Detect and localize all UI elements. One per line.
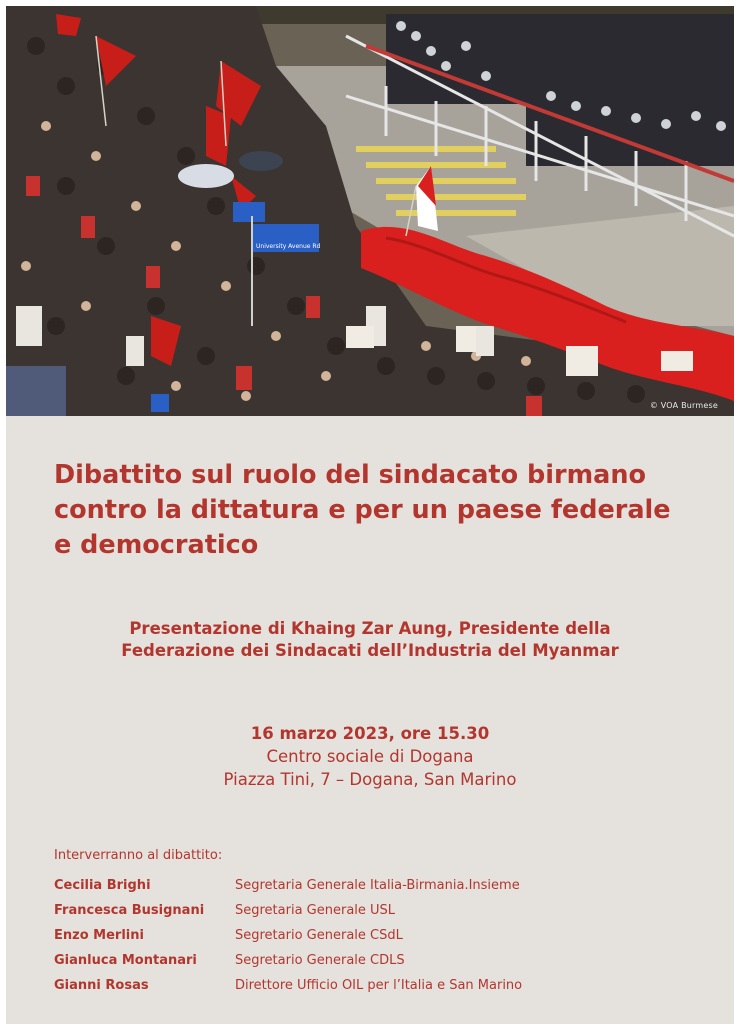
event-venue: Centro sociale di Dogana — [266, 747, 474, 766]
speaker-role: Direttore Ufficio OIL per l’Italia e San Marino — [235, 978, 523, 993]
speaker-role: Segretario Generale CDLS — [235, 953, 405, 968]
speakers-intro: Interverranno al dibattito: — [54, 848, 223, 863]
subtitle-line-1: Presentazione di Khaing Zar Aung, Presidente della — [129, 619, 611, 638]
speaker-row — [54, 898, 694, 923]
speaker-name: Gianni Rosas — [54, 978, 149, 993]
protest-photo-illustration — [6, 6, 734, 416]
event-date: 16 marzo 2023, ore 15.30 — [250, 724, 490, 743]
speaker-row — [54, 923, 694, 948]
event-details — [66, 722, 674, 791]
photo-credit: © VOA Burmese — [649, 401, 718, 410]
speaker-row — [54, 973, 694, 998]
speaker-name: Cecilia Brighi — [54, 878, 151, 893]
poster — [6, 6, 734, 1024]
street-sign-text: University Avenue Rd — [256, 243, 321, 250]
speaker-row — [54, 948, 694, 973]
speaker-role: Segretaria Generale Italia-Birmania.Insieme — [235, 878, 520, 893]
speaker-row — [54, 873, 694, 898]
speaker-role: Segretaria Generale USL — [235, 903, 396, 918]
presentation-subtitle — [66, 618, 674, 662]
speaker-name: Gianluca Montanari — [54, 953, 197, 968]
subtitle-line-2: Federazione dei Sindacati dell’Industria del Myanmar — [121, 641, 619, 660]
speaker-name: Enzo Merlini — [54, 928, 144, 943]
speaker-role: Segretario Generale CSdL — [235, 928, 403, 943]
speakers-list — [54, 873, 694, 998]
event-title: Dibattito sul ruolo del sindacato birmano contro la dittatura e per un paese federale e democratico — [54, 460, 671, 560]
event-address: Piazza Tini, 7 – Dogana, San Marino — [223, 770, 517, 789]
protest-photo — [6, 6, 734, 416]
speaker-name: Francesca Busignani — [54, 903, 205, 918]
